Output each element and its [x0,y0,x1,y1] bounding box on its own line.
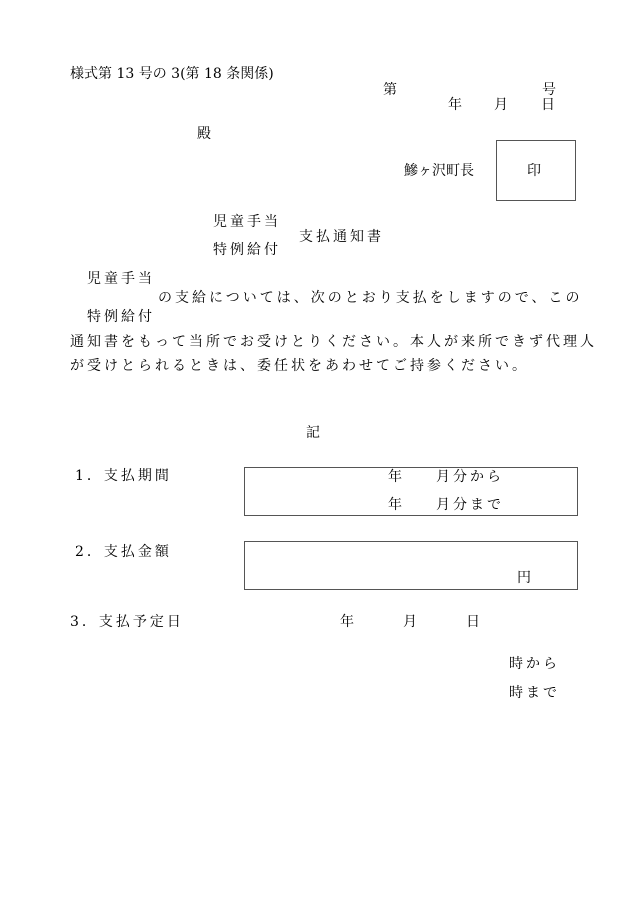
amount-label: 2．支払金額 [75,544,172,560]
period-to-year: 年 [388,497,402,513]
body-option-a: 児童手当 [87,271,155,287]
body-option-b: 特例給付 [87,309,155,325]
date-year: 年 [448,97,462,113]
issuer-title: 鰺ヶ沢町長 [404,163,474,179]
schedule-label: 3．支払予定日 [70,614,184,630]
seal-box [496,140,576,201]
schedule-time-from: 時から [509,656,560,672]
body-line3: が受けとられるときは、委任状をあわせてご持参ください。 [70,358,529,374]
period-from-month: 月分から [436,469,504,485]
period-box [244,467,578,516]
seal-label: 印 [527,163,541,179]
period-from-year: 年 [388,469,402,485]
title-line2: 特例給付 [213,242,281,258]
schedule-day: 日 [466,614,480,630]
doc-number-prefix: 第 [383,82,397,98]
ki-heading: 記 [306,425,320,441]
addressee-honorific: 殿 [197,126,211,142]
schedule-month: 月 [403,614,417,630]
body-line1: の支給については、次のとおり支払をしますので、この [158,290,583,306]
title-line1: 児童手当 [213,214,281,230]
amount-unit: 円 [517,570,531,586]
period-label: 1．支払期間 [75,468,172,484]
document-title: 支払通知書 [299,229,384,245]
period-to-month: 月分まで [436,497,504,513]
doc-number-suffix: 号 [542,82,556,98]
body-line2: 通知書をもって当所でお受けとりください。本人が来所できず代理人 [70,334,597,350]
schedule-time-to: 時まで [509,685,560,701]
amount-box [244,541,578,590]
form-number: 様式第 13 号の 3(第 18 条関係) [70,66,274,82]
schedule-year: 年 [340,614,354,630]
date-day: 日 [541,97,555,113]
date-month: 月 [494,97,508,113]
